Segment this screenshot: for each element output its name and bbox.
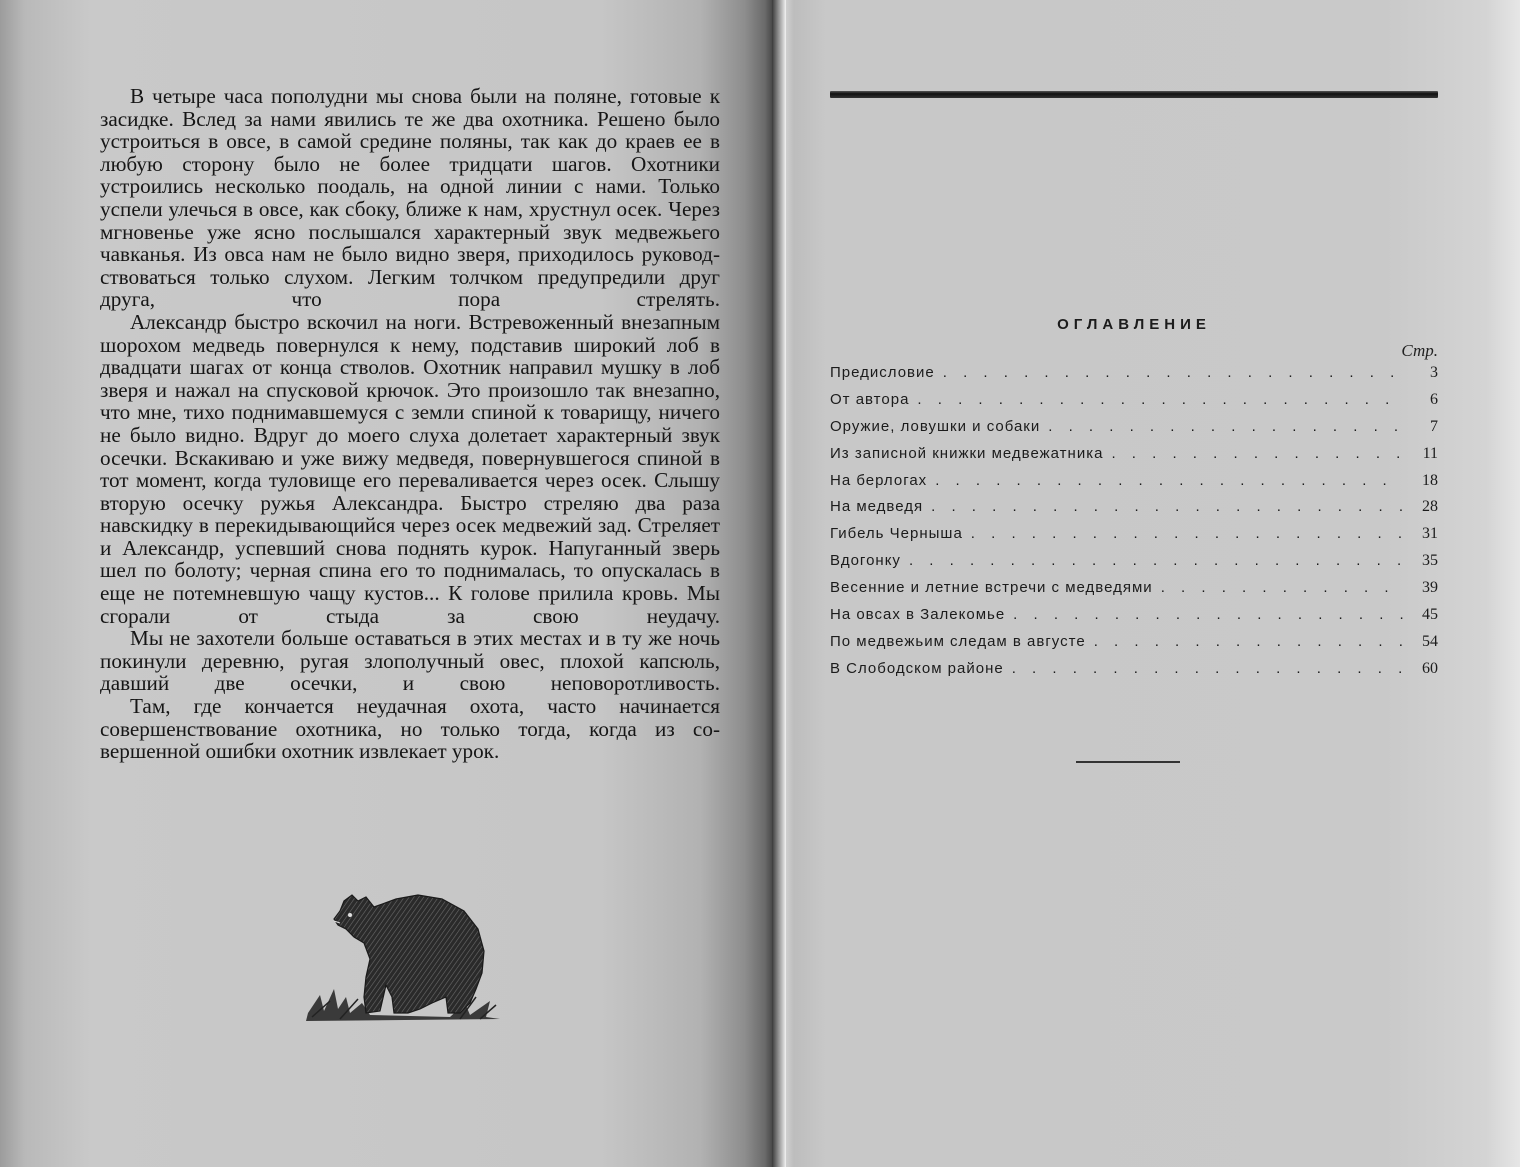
paragraph: Александр быстро вскочил на ноги. Встревоженный внезапным шорохом медведь повернулся к нему, подставив широкий лоб в двадцати шагах от конца стволов. Охотник направил мушку в лоб зверя и нажал на спусковой крючок. Это произошло так внезапно, что мне, тихо поднимавшемуся с земли спиной к товарищу, ничего не было видно. Вдруг до моего слуха долетает характерный звук осечки. Вскакиваю и уже вижу медведя, повернувшегося спиной в тот момент, когда туловище его переваливается через осек. Слышу вторую осечку ружья Александра. Быстро стреляю два раза навскидку в перекидывающийся через осек медвежий зад. Стреляет и Александр, успевший снова поднять курок. Напуганный зверь шел по болоту; черная спина его то поднималась, то опускалась в еще не потемневшую чащу кустов... К голове прилила кровь. Мы сгорали от стыда за свою неудачу. xyxy=(100,309,720,628)
toc-entry xyxy=(830,472,1438,499)
toc-entry-label: На медведя xyxy=(830,498,924,516)
paragraph: Мы не захотели больше оставаться в этих местах и в ту же ночь покинули деревню, ругая злополучный овес, плохой капсюль, давший две осечки, и свою неповоротливость. xyxy=(100,626,720,696)
toc-entry xyxy=(830,391,1438,418)
paragraph: Там, где кончается неудачная охота, часто начинается совершенствование охотника, но только тогда, когда из совершенной ошибки охотник извлекает урок. xyxy=(100,694,720,764)
toc-title: ОГЛАВЛЕНИЕ xyxy=(1057,316,1211,333)
toc-entry-page: 6 xyxy=(1430,390,1438,408)
toc-entry-page: 18 xyxy=(1422,471,1438,489)
page-column-label: Стр. xyxy=(1401,341,1438,360)
toc-entry xyxy=(830,660,1438,687)
leader-dots xyxy=(1048,418,1404,435)
story-text xyxy=(100,85,720,763)
toc-list xyxy=(830,364,1438,687)
toc-entry xyxy=(830,445,1438,472)
toc-entry xyxy=(830,606,1438,633)
paragraph: В четыре часа пополудни мы снова были на поляне, готовые к засидке. Вслед за нами явились те же два охотника. Решено было устроиться в овсе, в самой средине поляны, так как до краев ее в любую сторону было не более тридцати шагов. Охотники устроились несколько поодаль, на одной линии с нами. Только успели улечься в овсе, как сбоку, ближе к нам, хрустнул осек. Через мгновенье уже ясно послышался характерный звук медвежьего чавканья. Из овса нам не было видно зверя, приходилось руководствоваться только слухом. Легким толчком предупредили друг друга, что пора стрелять. xyxy=(100,84,720,312)
toc-entry-page: 45 xyxy=(1422,606,1438,624)
leader-dots xyxy=(1013,606,1404,623)
leader-dots xyxy=(1012,660,1404,677)
bear-illustration xyxy=(300,885,510,1035)
toc-entry xyxy=(830,579,1438,606)
toc-entry-label: Вдогонку xyxy=(830,552,901,570)
leader-dots xyxy=(943,364,1404,381)
toc-entry-page: 35 xyxy=(1422,552,1438,570)
toc-entry-page: 39 xyxy=(1422,579,1438,597)
toc-entry-label: От автора xyxy=(830,390,910,408)
toc-entry-label: На овсах в Залекомье xyxy=(830,606,1006,624)
toc-entry-label: Гибель Черныша xyxy=(830,525,963,543)
toc-entry-label: Предисловие xyxy=(830,364,935,381)
toc-entry-label: Оружие, ловушки и собаки xyxy=(830,417,1041,435)
toc-entry-page: 7 xyxy=(1430,417,1438,435)
toc-entry xyxy=(830,498,1438,525)
toc-entry-page: 60 xyxy=(1422,659,1438,677)
toc-entry xyxy=(830,525,1438,552)
book-gutter xyxy=(772,0,786,1167)
toc-entry-label: По медвежьим следам в августе xyxy=(830,632,1086,650)
toc-entry-label: На берлогах xyxy=(830,471,928,489)
toc-entry-label: Из записной книжки медвежатника xyxy=(830,444,1104,462)
toc-entry-page: 28 xyxy=(1422,498,1438,516)
toc-entry xyxy=(830,552,1438,579)
toc-entry-page: 3 xyxy=(1430,364,1438,381)
toc-entry xyxy=(830,364,1438,391)
leader-dots xyxy=(971,525,1404,542)
toc-entry-page: 11 xyxy=(1422,444,1438,462)
leader-dots xyxy=(917,391,1404,408)
leader-dots xyxy=(1161,579,1404,596)
leader-dots xyxy=(935,472,1404,489)
top-rule xyxy=(830,91,1438,98)
leader-dots xyxy=(909,552,1404,569)
bottom-rule xyxy=(1076,761,1180,763)
leader-dots xyxy=(1111,445,1404,462)
toc-entry-label: В Слободском районе xyxy=(830,659,1004,677)
leader-dots xyxy=(1094,633,1404,650)
toc-entry-page: 54 xyxy=(1422,632,1438,650)
toc-entry-label: Весенние и летние встречи с медведями xyxy=(830,579,1153,597)
toc-entry-page: 31 xyxy=(1422,525,1438,543)
toc-entry xyxy=(830,633,1438,660)
leader-dots xyxy=(931,498,1404,515)
toc-entry xyxy=(830,418,1438,445)
